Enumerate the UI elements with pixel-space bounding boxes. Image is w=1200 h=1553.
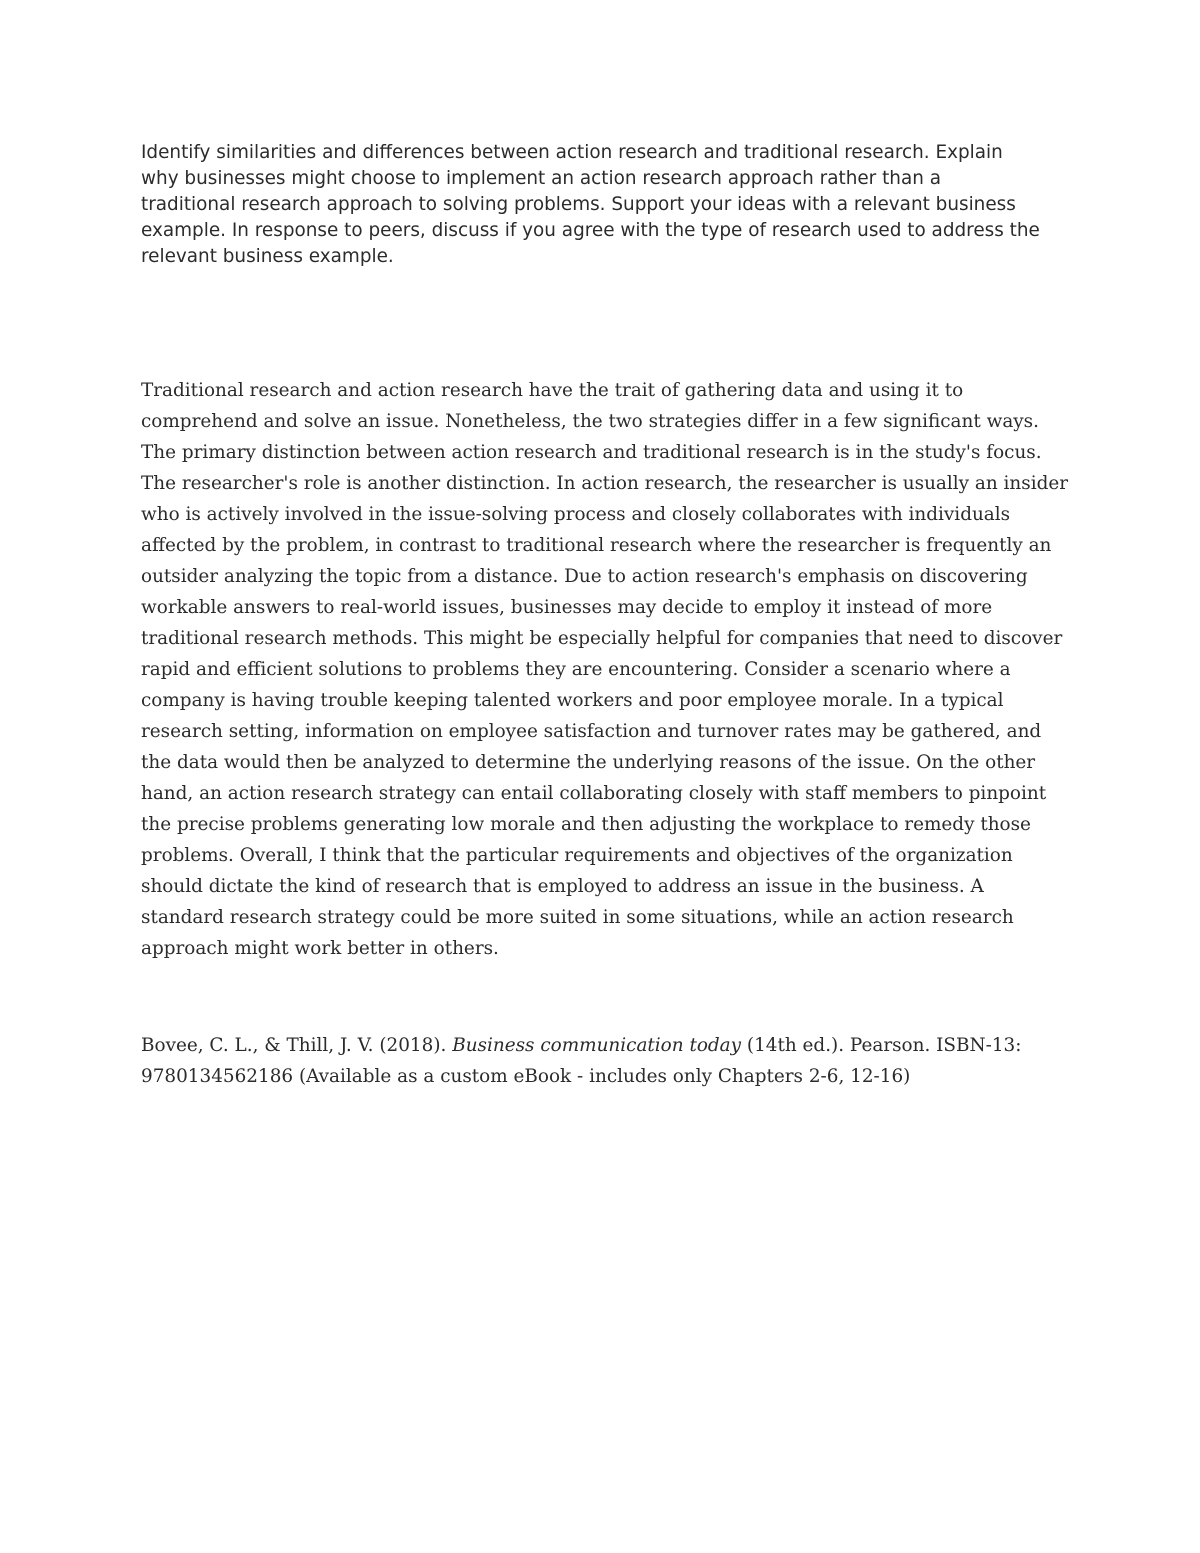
- reference-citation: [141, 1030, 1061, 1092]
- citation-book-title: Business communication today: [452, 1035, 742, 1056]
- citation-authors-year: Bovee, C. L., & Thill, J. V. (2018).: [141, 1035, 453, 1056]
- response-paragraph: Traditional research and action research have the trait of gathering data and using it to comprehend and solve an issue. Nonetheless, the two strategies differ in a few significant ways. The primary distinction between action research and traditional research is in the study's focus. The researcher's role is another distinction. In action research, the researcher is usually an insider who is actively involved in the issue-solving process and closely collaborates with individuals affected by the problem, in contrast to traditional research where the researcher is frequently an outsider analyzing the topic from a distance. Due to action research's emphasis on discovering workable answers to real-world issues, businesses may decide to employ it instead of more traditional research methods. This might be especially helpful for companies that need to discover rapid and efficient solutions to problems they are encountering. Consider a scenario where a company is having trouble keeping talented workers and poor employee morale. In a typical research setting, information on employee satisfaction and turnover rates may be gathered, and the data would then be analyzed to determine the underlying reasons of the issue. On the other hand, an action research strategy can entail collaborating closely with staff members to pinpoint the precise problems generating low morale and then adjusting the workplace to remedy those problems. Overall, I think that the particular requirements and objectives of the organization should dictate the kind of research that is employed to address an issue in the business. A standard research strategy could be more suited in some situations, while an action research approach might work better in others.: [141, 380, 1069, 959]
- discussion-prompt: Identify similarities and differences between action research and traditional research. Explain why businesses might choose to implement an action research approach rather than a traditional research approach to solving problems. Support your ideas with a relevant business example. In response to peers, discuss if you agree with the type of research used to address the relevant business example.: [141, 142, 1040, 267]
- citation-details: (14th ed.). Pearson. ISBN-13: 9780134562186 (Available as a custom eBook - includes only Chapters 2-6, 12-16): [141, 1035, 1022, 1087]
